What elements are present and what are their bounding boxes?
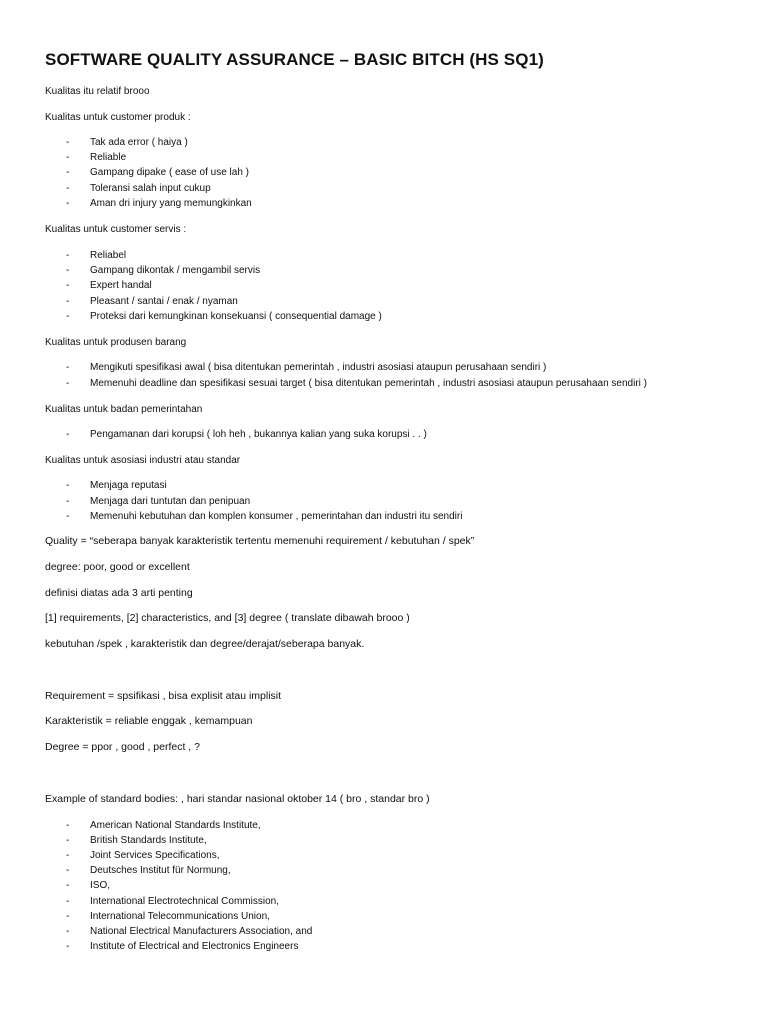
list-item: - Institute of Electrical and Electronics Engineers (66, 941, 299, 952)
paragraph-definition-meaning: definisi diatas ada 3 arti penting (45, 587, 193, 599)
list-item: - Toleransi salah input cukup (66, 183, 211, 194)
list-item: - Aman dri injury yang memungkinkan (66, 198, 252, 209)
paragraph-characteristic: Karakteristik = reliable enggak , kemampuan (45, 715, 253, 727)
list-item: - Proteksi dari kemungkinan konsekuansi ( consequential damage ) (66, 311, 382, 322)
paragraph-standard-bodies: Example of standard bodies: , hari standar nasional oktober 14 ( bro , standar bro ) (45, 793, 430, 805)
list-item: - Pleasant / santai / enak / nyaman (66, 296, 238, 307)
list-item: - Memenuhi kebutuhan dan komplen konsumer , pemerintahan dan industri itu sendiri (66, 511, 463, 522)
heading-industry-association: Kualitas untuk asosiasi industri atau standar (45, 455, 241, 466)
paragraph-requirement: Requirement = spsifikasi , bisa explisit atau implisit (45, 690, 282, 702)
list-item: - Deutsches Institut für Normung, (66, 865, 231, 876)
document-title: SOFTWARE QUALITY ASSURANCE – BASIC BITCH (HS SQ1) (45, 50, 544, 69)
list-item: - Menjaga reputasi (66, 480, 167, 491)
list-item: - British Standards Institute, (66, 835, 207, 846)
list-item: - Tak ada error ( haiya ) (66, 137, 188, 148)
paragraph-quality-definition: Quality = “seberapa banyak karakteristik tertentu memenuhi requirement / kebutuhan / spek” (45, 535, 475, 547)
list-item: - Menjaga dari tuntutan dan penipuan (66, 496, 251, 507)
list-item: - Mengikuti spesifikasi awal ( bisa ditentukan pemerintah , industri asosiasi ataupun perusahaan sendiri ) (66, 362, 547, 373)
paragraph-translation: kebutuhan /spek , karakteristik dan degree/derajat/seberapa banyak. (45, 638, 365, 650)
list-item: - American National Standards Institute, (66, 820, 261, 831)
list-item: - Pengamanan dari korupsi ( loh heh , bukannya kalian yang suka korupsi . . ) (66, 429, 427, 440)
paragraph-degree-values: Degree = ppor , good , perfect , ? (45, 741, 200, 753)
heading-customer-service: Kualitas untuk customer servis : (45, 224, 187, 235)
list-item: - Gampang dikontak / mengambil servis (66, 265, 261, 276)
list-item: - Joint Services Specifications, (66, 850, 220, 861)
heading-customer-product: Kualitas untuk customer produk : (45, 112, 191, 123)
list-item: - National Electrical Manufacturers Association, and (66, 926, 313, 937)
list-item: - Reliable (66, 152, 127, 163)
list-item: - International Telecommunications Union, (66, 911, 270, 922)
heading-producer: Kualitas untuk produsen barang (45, 337, 187, 348)
paragraph-degree: degree: poor, good or excellent (45, 561, 190, 573)
list-item: - Reliabel (66, 250, 127, 261)
paragraph-three-terms: [1] requirements, [2] characteristics, and [3] degree ( translate dibawah brooo ) (45, 612, 410, 624)
list-item: - Expert handal (66, 280, 152, 291)
list-item: - ISO, (66, 880, 111, 891)
list-item: - Gampang dipake ( ease of use lah ) (66, 167, 249, 178)
heading-government: Kualitas untuk badan pemerintahan (45, 404, 203, 415)
list-item: - International Electrotechnical Commission, (66, 896, 279, 907)
list-item: - Memenuhi deadline dan spesifikasi sesuai target ( bisa ditentukan pemerintah , industri asosiasi ataupun perusahaan sendiri ) (66, 378, 647, 389)
paragraph-relative-quality: Kualitas itu relatif brooo (45, 86, 150, 97)
